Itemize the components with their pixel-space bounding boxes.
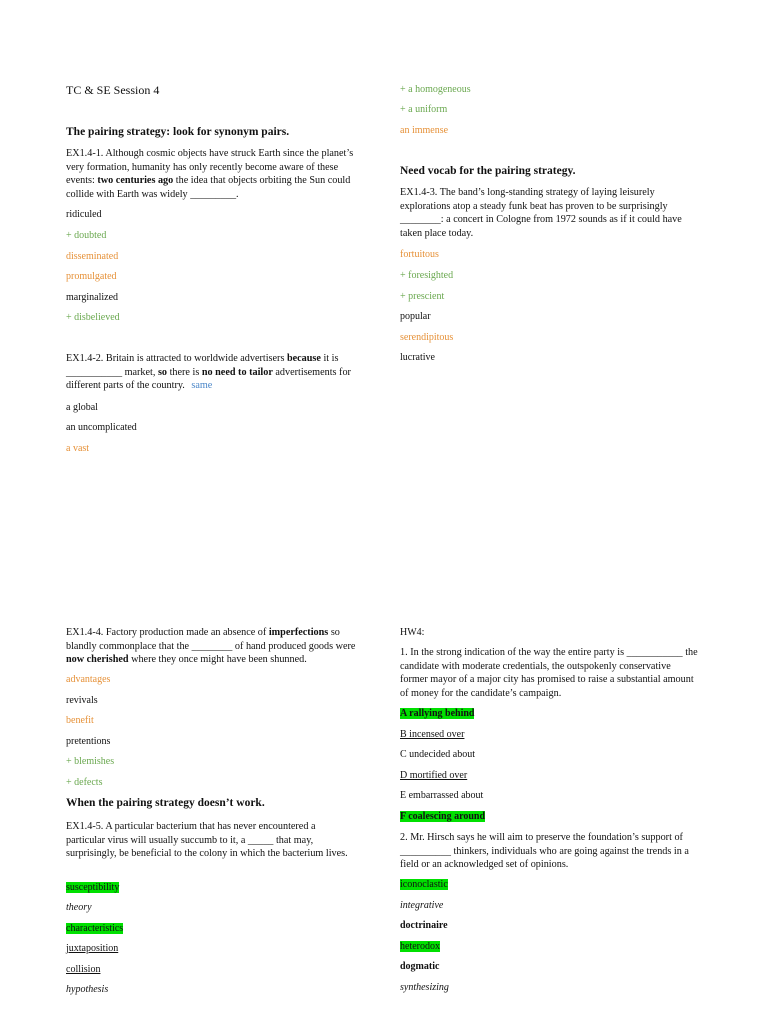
q1-option-b: B incensed over [400, 729, 465, 740]
ex3-option-4: popular [400, 311, 431, 322]
ex2-option-2: an uncomplicated [66, 422, 137, 433]
q2-option-2: integrative [400, 900, 444, 911]
ex1-option-1: ridiculed [66, 209, 102, 220]
ex1-question: EX1.4-1. Although cosmic objects have struck Earth since the planet’s very formation, humanity has only recently become aware of these events: two centuries ago the idea that objects orbiting the Sun could collide with Earth was widely _________. [66, 148, 354, 200]
ex2-question: EX1.4-2. Britain is attracted to worldwide advertisers because it is ___________ market, so there is no need to tailor advertisements for different parts of the country. same [66, 353, 351, 392]
q1-option-e: E embarrassed about [400, 790, 484, 801]
not-work-heading: When the pairing strategy doesn’t work. [66, 797, 265, 809]
ex3-option-2: + foresighted [400, 270, 454, 281]
q1-option-c: C undecided about [400, 749, 475, 760]
same-note: same [191, 380, 213, 392]
ex2-option-1: a global [66, 402, 98, 413]
q1-option-d: D mortified over [400, 770, 468, 781]
ex4-option-4: pretentions [66, 736, 111, 747]
ex3-option-1: fortuitous [400, 249, 439, 260]
ex5-option-2: theory [66, 902, 92, 913]
session-title: TC & SE Session 4 [66, 83, 160, 97]
q1-option-a: A rallying behind [400, 708, 475, 719]
ex2-option-5: + a uniform [400, 104, 448, 115]
ex2-option-6: an immense [400, 125, 449, 136]
ex5-question: EX1.4-5. A particular bacterium that has never encountered a particular virus will usually succumb to it, a _____ that may, surprisingly, be beneficial to the colony in which the bacterium lives. [66, 821, 348, 860]
q1-option-f: F coalescing around [400, 811, 486, 822]
q2-option-4: heterodox [400, 941, 440, 952]
ex5-option-1: susceptibility [66, 882, 120, 893]
q2-option-1: iconoclastic [400, 879, 448, 890]
ex1-option-6: + disbelieved [66, 312, 120, 323]
ex5-option-4: juxtaposition [66, 943, 119, 954]
ex3-option-3: + prescient [400, 291, 445, 302]
vocab-heading: Need vocab for the pairing strategy. [400, 165, 576, 177]
ex4-option-1: advantages [66, 674, 111, 685]
ex1-option-2: + doubted [66, 230, 107, 241]
ex5-option-5: collision [66, 964, 101, 975]
ex1-option-4: promulgated [66, 271, 117, 282]
ex4-option-5: + blemishes [66, 756, 115, 767]
ex2-option-3: a vast [66, 443, 90, 454]
pairing-heading: The pairing strategy: look for synonym pairs. [66, 126, 290, 138]
ex5-option-3: characteristics [66, 923, 124, 934]
hw4-label: HW4: [400, 627, 425, 638]
hw4-q2: 2. Mr. Hirsch says he will aim to preserve the foundation’s support of __________ thinkers, individuals who are going against the trends in a field or an acknowledged set of opinions. [400, 832, 689, 871]
hw4-q1: 1. In the strong indication of the way the entire party is ___________ the candidate with moderate credentials, the outspokenly conservative former mayor of a major city has promised to raise a substantial amount of money for the candidate’s campaign. [400, 647, 698, 699]
ex1-option-3: disseminated [66, 251, 119, 262]
ex3-option-6: lucrative [400, 352, 435, 363]
q2-option-6: synthesizing [400, 982, 449, 993]
ex4-question: EX1.4-4. Factory production made an absence of imperfections so blandly commonplace that the ________ of hand produced goods were now cherished where they once might have been shunned. [66, 627, 356, 666]
ex2-option-4: + a homogeneous [400, 84, 471, 95]
ex4-option-6: + defects [66, 777, 103, 788]
ex4-option-3: benefit [66, 715, 94, 726]
ex5-option-6: hypothesis [66, 984, 109, 995]
ex1-option-5: marginalized [66, 292, 119, 303]
ex3-question: EX1.4-3. The band’s long-standing strategy of laying leisurely explorations atop a steady funk beat has proven to be surprisingly ________: a concert in Cologne from 1972 sounds as if it could have taken place today. [400, 187, 682, 239]
q2-option-3: doctrinaire [400, 920, 448, 931]
ex3-option-5: serendipitous [400, 332, 454, 343]
ex4-option-2: revivals [66, 695, 98, 706]
q2-option-5: dogmatic [400, 961, 440, 972]
